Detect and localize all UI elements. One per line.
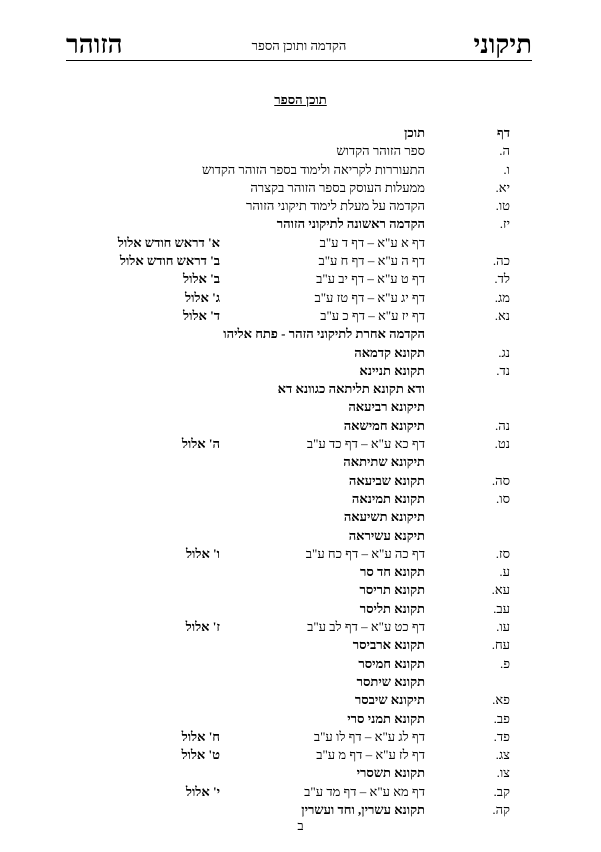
- toc-row-daf: נד.: [496, 362, 510, 378]
- toc-row-content: דף מא ע"א – דף מד ע"ב: [304, 783, 425, 799]
- toc-row: [0, 710, 601, 728]
- toc-row-content: דף יג ע"א – דף טז ע"ב: [314, 289, 425, 305]
- toc-row-content: תיקונא שיבסר: [354, 692, 425, 708]
- toc-row-daf: יז.: [499, 216, 510, 232]
- toc-row-daf: ע.: [499, 564, 510, 580]
- toc-row-content: תקונא חד סר: [359, 564, 425, 580]
- page-number: ב: [297, 818, 304, 833]
- toc-row-content: תקונא שביעאה: [348, 472, 425, 488]
- toc-row-content: תיקונא רביעאה: [348, 399, 425, 415]
- toc-row-daf: סז.: [495, 545, 510, 561]
- toc-row-content: דף כא ע"א – דף כד ע"ב: [306, 436, 425, 452]
- toc-row-daf: נג.: [498, 344, 510, 360]
- toc-row-day: ב' דראש חודש אלול: [119, 253, 220, 269]
- toc-row-content: דף א ע"א – דף ד ע"ב: [319, 234, 425, 250]
- toc-row: [0, 142, 601, 160]
- toc-row-content: תקונא חמיסר: [358, 655, 425, 671]
- toc-row: [0, 472, 601, 490]
- toc-row: [0, 197, 601, 215]
- toc-row-daf: יא.: [495, 179, 510, 195]
- page-header: [66, 30, 532, 61]
- toc-row-daf: טו.: [495, 198, 510, 214]
- toc-row-day: ד' אלול: [183, 307, 220, 323]
- toc-row-daf: ה.: [499, 143, 510, 159]
- toc-row: [0, 234, 601, 252]
- toc-row: [0, 527, 601, 545]
- toc-row-daf: כה.: [492, 253, 510, 269]
- toc-row-content: דף כט ע"א – דף לב ע"ב: [307, 619, 425, 635]
- toc-row-content: דף ה ע"א – דף ח ע"ב: [318, 253, 425, 269]
- toc-row-daf: עב.: [493, 600, 510, 616]
- toc-row-day: ז' אלול: [185, 619, 220, 635]
- toc-row-content: תקונא קדמאה: [354, 344, 425, 360]
- toc-row: [0, 691, 601, 709]
- toc-row-daf: עא.: [491, 582, 510, 598]
- toc-row-daf: צג.: [495, 747, 510, 763]
- toc-row-content: דף ט ע"א – דף יב ע"ב: [316, 271, 425, 287]
- toc-row: [0, 508, 601, 526]
- toc-row: [0, 215, 601, 233]
- header-right-title: תיקוני: [473, 30, 532, 59]
- toc-row-daf: מג.: [494, 289, 510, 305]
- toc-row-content: תקונא תמינאה: [351, 490, 425, 506]
- toc-row-day: א' דראש חודש אלול: [117, 234, 220, 250]
- toc-title: תוכן הספר: [274, 92, 327, 107]
- toc-row-daf: נא.: [494, 307, 510, 323]
- toc-row: [0, 673, 601, 691]
- toc-row: [0, 453, 601, 471]
- toc-row-content: דף יז ע"א – דף כ ע"ב: [320, 307, 425, 323]
- toc-row-daf: סו.: [496, 490, 510, 506]
- toc-row: [0, 179, 601, 197]
- toc-row: [0, 344, 601, 362]
- toc-row-content: תקונא תמני סרי: [347, 710, 425, 726]
- toc-row: [0, 563, 601, 581]
- toc-row-daf: קה.: [492, 801, 510, 817]
- toc-row-daf: פ.: [499, 655, 510, 671]
- toc-header-row: [0, 124, 601, 142]
- toc-row: [0, 289, 601, 307]
- toc-row: [0, 380, 601, 398]
- toc-row-daf: פב.: [493, 710, 510, 726]
- toc-row: [0, 618, 601, 636]
- toc-row: [0, 490, 601, 508]
- toc-title-wrap: [0, 89, 601, 108]
- toc-row-content: תקונא תשסרי: [356, 765, 425, 781]
- header-center-title: הקדמה ותוכן הספר: [251, 38, 347, 53]
- toc-row: [0, 801, 601, 819]
- toc-row-content: תקונא תליסר: [359, 600, 425, 616]
- toc-row-daf: קב.: [493, 783, 510, 799]
- toc-row: [0, 325, 601, 343]
- toc-row-content: תקונא תניינא: [359, 362, 425, 378]
- toc-row: [0, 783, 601, 801]
- toc-rows: [0, 142, 601, 819]
- toc-row-content: הקדמה ראשונה לתיקוני הזוהר: [276, 216, 425, 232]
- toc-row: [0, 362, 601, 380]
- toc-row-daf: עח.: [491, 637, 510, 653]
- toc-row-content: תיקונא שתיתאה: [343, 454, 425, 470]
- column-header-content: תוכן: [404, 125, 425, 140]
- toc-row-content: ממעלות העוסק בספר הזוהר בקצרה: [250, 179, 425, 195]
- toc-row-content: דף כה ע"א – דף כח ע"ב: [305, 545, 425, 561]
- toc-row: [0, 600, 601, 618]
- toc-row-daf: פד.: [493, 728, 510, 744]
- toc-row: [0, 655, 601, 673]
- toc-row-content: תקונא שיתסר: [356, 673, 425, 689]
- toc-row-daf: פא.: [492, 692, 510, 708]
- toc-row: [0, 435, 601, 453]
- toc-row-content: דף לג ע"א – דף לו ע"ב: [313, 728, 425, 744]
- toc-row-day: ב' אלול: [183, 271, 220, 287]
- toc-row: [0, 307, 601, 325]
- toc-row-content: תיקונא חמישאה: [343, 417, 425, 433]
- toc-row-content: ודא תקונא תליתאה כגוונא דא: [277, 381, 425, 397]
- toc-row-daf: סה.: [491, 472, 510, 488]
- toc-row-content: תיקונא תשיעאה: [343, 509, 425, 525]
- toc-row-day: ו' אלול: [185, 545, 220, 561]
- toc-row: [0, 746, 601, 764]
- toc-row-day: י' אלול: [185, 783, 220, 799]
- toc-row: [0, 270, 601, 288]
- toc-row: [0, 764, 601, 782]
- toc-row: [0, 545, 601, 563]
- toc-row-content: הקדמה על מעלת לימוד תיקוני הזוהר: [246, 198, 425, 214]
- toc-row: [0, 161, 601, 179]
- toc-row: [0, 417, 601, 435]
- toc-row-day: ח' אלול: [181, 728, 220, 744]
- toc-row-daf: עו.: [496, 619, 510, 635]
- toc-row-content: תקונא עשרין, וחד ועשרין: [301, 801, 425, 817]
- toc-row: [0, 581, 601, 599]
- toc-row-content: ספר הזוהר הקדוש: [336, 143, 425, 159]
- toc-row-daf: נה.: [495, 417, 510, 433]
- toc-row-day: ט' אלול: [181, 747, 220, 763]
- toc-row-daf: לד.: [494, 271, 510, 287]
- column-header-daf: דף: [497, 125, 510, 140]
- header-left-title: הזוהר: [66, 30, 123, 59]
- toc-row-content: התעוררות לקריאה ולימוד בספר הזוהר הקדוש: [202, 161, 425, 177]
- toc-row-day: ה' אלול: [181, 436, 220, 452]
- toc-row-day: ג' אלול: [185, 289, 220, 305]
- toc-row-daf: נט.: [494, 436, 510, 452]
- toc-row: [0, 728, 601, 746]
- toc-row-content: הקדמה אחרת לתיקוני הזהר - פתח אליהו: [223, 326, 425, 342]
- toc-row-daf: צו.: [496, 765, 510, 781]
- toc-row-content: תקונא תריסר: [359, 582, 425, 598]
- toc-row-content: תיקנא עשיראה: [348, 527, 425, 543]
- toc-row-content: דף לז ע"א – דף מ ע"ב: [316, 747, 425, 763]
- toc-row: [0, 398, 601, 416]
- toc-row-daf: ו.: [503, 161, 510, 177]
- toc-row: [0, 252, 601, 270]
- toc-row-content: תקונא ארביסר: [352, 637, 425, 653]
- toc-table: [0, 124, 601, 819]
- toc-row: [0, 636, 601, 654]
